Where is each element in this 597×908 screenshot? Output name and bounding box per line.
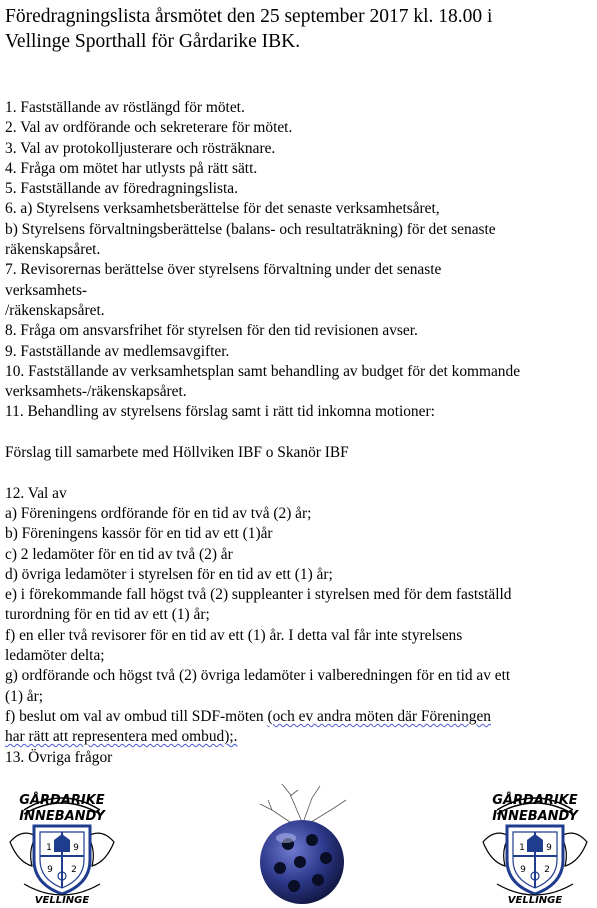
- spacer: [5, 463, 597, 483]
- logo-year-digit-3: 9: [520, 865, 526, 875]
- logo-bottom-text: VELLINGE: [34, 895, 90, 906]
- club-logo-left: [2, 780, 122, 906]
- agenda-item-13: 13. Övriga frågor: [5, 748, 113, 766]
- agenda-item-12d: d) övriga ledamöter i styrelsen för en tid av ett (1) år;: [5, 565, 333, 583]
- agenda-item-12g-cont: (1) år;: [5, 687, 44, 705]
- agenda-item-6b: b) Styrelsens förvaltningsberättelse (balans- och resultaträkning) för det senaste: [5, 220, 496, 238]
- logo-year-digit-1: 1: [46, 843, 52, 853]
- title-line-2: Vellinge Sporthall för Gårdarike IBK.: [5, 31, 301, 52]
- logo-year-digit-2: 9: [546, 843, 552, 853]
- agenda-list: [5, 98, 597, 768]
- agenda-item-12f2: [5, 707, 597, 727]
- agenda-item-8: 8. Fråga om ansvarsfrihet för styrelsen för den tid revisionen avser.: [5, 322, 418, 340]
- agenda-item-7-cont: verksamhets-: [5, 281, 88, 299]
- agenda-item-12b: b) Föreningens kassör för en tid av ett (1)år: [5, 525, 273, 543]
- logo-bottom-text: VELLINGE: [507, 895, 563, 906]
- logo-mid-text: INNEBANDY: [492, 809, 578, 824]
- agenda-item-3: 3. Val av protokolljusterare och rösträknare.: [5, 139, 276, 157]
- agenda-item-4: 4. Fråga om mötet har utlysts på rätt sätt.: [5, 159, 258, 177]
- agenda-item-10-cont: verksamhets-/räkenskapsåret.: [5, 383, 187, 401]
- agenda-item-6a: 6. a) Styrelsens verksamhetsberättelse för det senaste verksamhetsåret,: [5, 200, 440, 218]
- title-line-1: Föredragningslista årsmötet den 25 september 2017 kl. 18.00 i: [5, 6, 493, 27]
- agenda-item-12f2-text: f) beslut om val av ombud till SDF-möten: [5, 707, 268, 725]
- logo-mid-text: INNEBANDY: [19, 809, 105, 824]
- agenda-item-12f-cont: ledamöter delta;: [5, 647, 105, 665]
- logo-year-digit-3: 9: [47, 865, 53, 875]
- agenda-item-12g: g) ordförande och högst två (2) övriga ledamöter i valberedningen för en tid av ett: [5, 667, 511, 685]
- agenda-item-12a: a) Föreningens ordförande för en tid av två (2) år;: [5, 504, 312, 522]
- spellcheck-underlined-text: (och ev andra möten där Föreningen: [267, 707, 491, 725]
- logo-top-text: GÅRDARIKE: [19, 793, 105, 808]
- logo-year-digit-4: 2: [544, 865, 550, 875]
- agenda-item-7-cont2: /räkenskapsåret.: [5, 301, 105, 319]
- agenda-item-12c: c) 2 ledamöter för en tid av två (2) år: [5, 545, 233, 563]
- agenda-item-2: 2. Val av ordförande och sekreterare för mötet.: [5, 119, 293, 137]
- proposal-line: Förslag till samarbete med Höllviken IBF o Skanör IBF: [5, 444, 349, 462]
- club-logo-right: [475, 780, 595, 906]
- logo-year-digit-1: 1: [519, 843, 525, 853]
- agenda-item-5: 5. Fastställande av föredragningslista.: [5, 180, 238, 198]
- agenda-item-12e-cont: turordning för en tid av ett (1) år;: [5, 606, 210, 624]
- logo-top-text: GÅRDARIKE: [492, 793, 578, 808]
- logo-year-digit-2: 9: [73, 843, 79, 853]
- agenda-item-10: 10. Fastställande av verksamhetsplan samt behandling av budget för det kommande: [5, 362, 521, 380]
- floorball-image: [242, 782, 362, 908]
- spacer: [5, 423, 597, 443]
- agenda-item-1: 1. Fastställande av röstlängd för mötet.: [5, 99, 245, 116]
- spellcheck-underlined-text-2: har rätt att representera med ombud): [5, 728, 230, 746]
- agenda-item-6b-cont: räkenskapsåret.: [5, 241, 101, 259]
- agenda-item-12: 12. Val av: [5, 484, 67, 502]
- agenda-item-7: 7. Revisorernas berättelse över styrelsens förvaltning under det senaste: [5, 261, 442, 279]
- agenda-item-12f: f) en eller två revisorer för en tid av ett (1) år. I detta val får inte styrelsens: [5, 626, 463, 644]
- logo-year-digit-4: 2: [71, 865, 77, 875]
- document-title: [5, 4, 595, 54]
- agenda-item-12f2-cont: [5, 727, 597, 747]
- agenda-item-9: 9. Fastställande av medlemsavgifter.: [5, 342, 230, 360]
- grammar-underlined-text: ;.: [229, 728, 238, 746]
- agenda-item-11: 11. Behandling av styrelsens förslag samt i rätt tid inkomna motioner:: [5, 403, 435, 421]
- agenda-item-12e: e) i förekommande fall högst två (2) suppleanter i styrelsen med för dem fastställd: [5, 586, 512, 604]
